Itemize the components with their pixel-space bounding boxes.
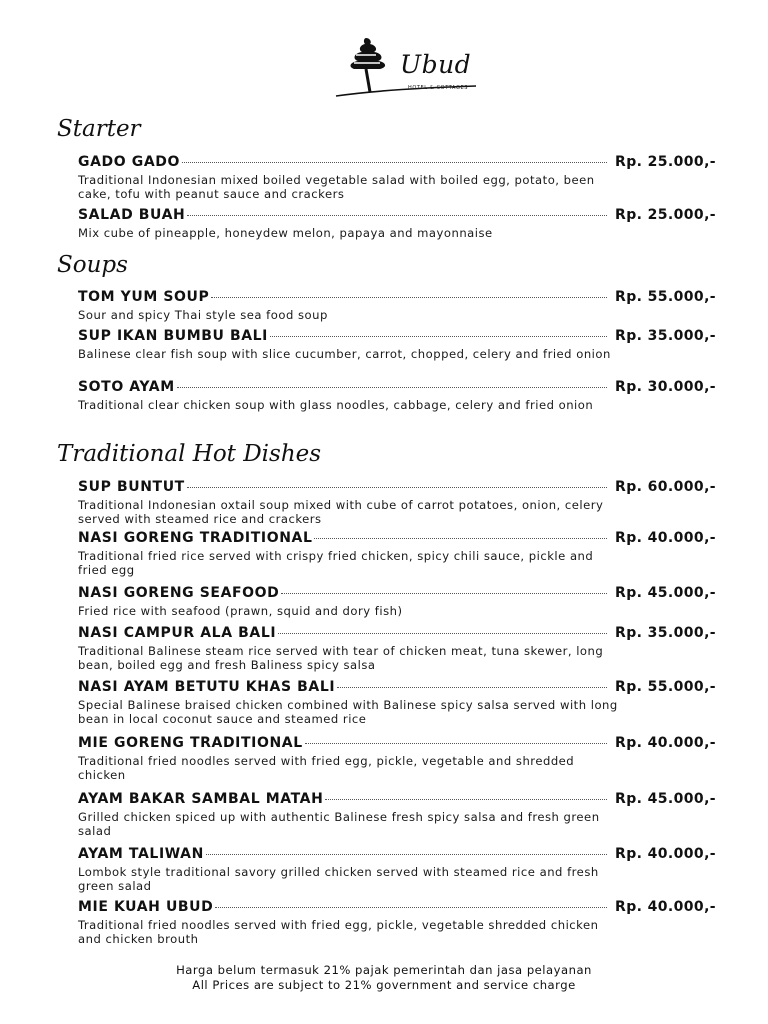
menu-item-name: TOM YUM SOUP — [78, 289, 210, 305]
menu-item-description: Sour and spicy Thai style sea food soup — [78, 308, 328, 322]
menu-item — [78, 328, 716, 361]
tax-notice-english: All Prices are subject to 21% government and service charge — [192, 978, 576, 992]
section-title-starter: Starter — [57, 116, 141, 142]
dot-leader — [187, 215, 607, 216]
menu-item-description: Traditional Indonesian oxtail soup mixed with cube of carrot potatoes, onion, celery served with steamed rice and crackers — [78, 498, 604, 526]
section-title-soups: Soups — [57, 252, 128, 278]
menu-item-name: NASI GORENG SEAFOOD — [78, 585, 280, 601]
menu-item-description: Traditional fried noodles served with fried egg, pickle, vegetable and shredded chicken — [78, 754, 575, 782]
dot-leader — [187, 487, 607, 488]
menu-item-price: Rp. 40.000,- — [615, 899, 716, 915]
menu-item — [78, 585, 716, 618]
menu-item — [78, 154, 716, 201]
menu-item — [78, 791, 716, 838]
menu-item-name: AYAM TALIWAN — [78, 846, 204, 862]
menu-item-name: SUP BUNTUT — [78, 479, 185, 495]
menu-item-description: Traditional clear chicken soup with glass noodles, cabbage, celery and fried onion — [78, 398, 594, 412]
dot-leader — [211, 297, 607, 298]
dot-leader — [278, 633, 607, 634]
menu-item — [78, 846, 716, 893]
menu-item-name: MIE GORENG TRADITIONAL — [78, 735, 303, 751]
section-title-hot-dishes: Traditional Hot Dishes — [57, 441, 322, 467]
menu-item-description: Traditional fried noodles served with fried egg, pickle, vegetable shredded chicken and chicken brouth — [78, 918, 599, 946]
menu-item-name: NASI GORENG TRADITIONAL — [78, 530, 313, 546]
menu-item-name: SOTO AYAM — [78, 379, 175, 395]
menu-item-price: Rp. 45.000,- — [615, 791, 716, 807]
menu-item — [78, 207, 716, 240]
menu-item-description: Balinese clear fish soup with slice cucumber, carrot, chopped, celery and fried onion — [78, 347, 611, 361]
dot-leader — [337, 687, 607, 688]
menu-item-price: Rp. 55.000,- — [615, 679, 716, 695]
menu-item-description: Grilled chicken spiced up with authentic Balinese fresh spicy salsa and fresh green salad — [78, 810, 600, 838]
menu-item — [78, 625, 716, 672]
menu-item-price: Rp. 55.000,- — [615, 289, 716, 305]
dot-leader — [206, 854, 607, 855]
dot-leader — [314, 538, 607, 539]
menu-item-price: Rp. 60.000,- — [615, 479, 716, 495]
menu-item — [78, 289, 716, 322]
menu-item-description: Traditional Balinese steam rice served with tear of chicken meat, tuna skewer, long bean, boiled egg and fresh Baliness spicy salsa — [78, 644, 604, 672]
menu-item-description: Mix cube of pineapple, honeydew melon, papaya and mayonnaise — [78, 226, 493, 240]
menu-item — [78, 679, 716, 726]
menu-item-name: NASI AYAM BETUTU KHAS BALI — [78, 679, 336, 695]
menu-item-name: AYAM BAKAR SAMBAL MATAH — [78, 791, 324, 807]
tax-notice-indonesian: Harga belum termasuk 21% pajak pemerintah dan jasa pelayanan — [176, 963, 592, 977]
dot-leader — [182, 162, 607, 163]
dot-leader — [281, 593, 607, 594]
menu-item-price: Rp. 30.000,- — [615, 379, 716, 395]
menu-item-description: Traditional Indonesian mixed boiled vegetable salad with boiled egg, potato, been cake, tofu with peanut sauce and crackers — [78, 173, 595, 201]
tax-notice — [0, 963, 768, 993]
menu-item — [78, 479, 716, 526]
menu-item — [78, 530, 716, 577]
menu-item-description: Fried rice with seafood (prawn, squid and dory fish) — [78, 604, 403, 618]
menu-item-name: MIE KUAH UBUD — [78, 899, 214, 915]
menu-item-name: GADO GADO — [78, 154, 180, 170]
menu-item-name: NASI CAMPUR ALA BALI — [78, 625, 277, 641]
dot-leader — [215, 907, 607, 908]
menu-item-description: Traditional fried rice served with crispy fried chicken, spicy chili sauce, pickle and fried egg — [78, 549, 594, 577]
menu-item-name: SUP IKAN BUMBU BALI — [78, 328, 268, 344]
menu-item-price: Rp. 45.000,- — [615, 585, 716, 601]
menu-item — [78, 899, 716, 946]
menu-item-description: Lombok style traditional savory grilled chicken served with steamed rice and fresh green salad — [78, 865, 599, 893]
menu-item — [78, 735, 716, 782]
dot-leader — [325, 799, 607, 800]
dot-leader — [177, 387, 607, 388]
dot-leader — [270, 336, 607, 337]
menu-item-price: Rp. 40.000,- — [615, 846, 716, 862]
hotel-logo — [334, 34, 480, 100]
menu-item-price: Rp. 40.000,- — [615, 735, 716, 751]
menu-item-name: SALAD BUAH — [78, 207, 186, 223]
dot-leader — [305, 743, 607, 744]
menu-item-price: Rp. 35.000,- — [615, 328, 716, 344]
menu-item-price: Rp. 40.000,- — [615, 530, 716, 546]
menu-item — [78, 379, 716, 412]
menu-item-price: Rp. 35.000,- — [615, 625, 716, 641]
logo-wordmark: Ubud — [400, 50, 472, 79]
menu-item-price: Rp. 25.000,- — [615, 154, 716, 170]
menu-item-description: Special Balinese braised chicken combined with Balinese spicy salsa served with long bean in local coconut sauce and steamed rice — [78, 698, 618, 726]
menu-item-price: Rp. 25.000,- — [615, 207, 716, 223]
logo-tagline: HOTEL & COTTAGES — [408, 85, 468, 91]
